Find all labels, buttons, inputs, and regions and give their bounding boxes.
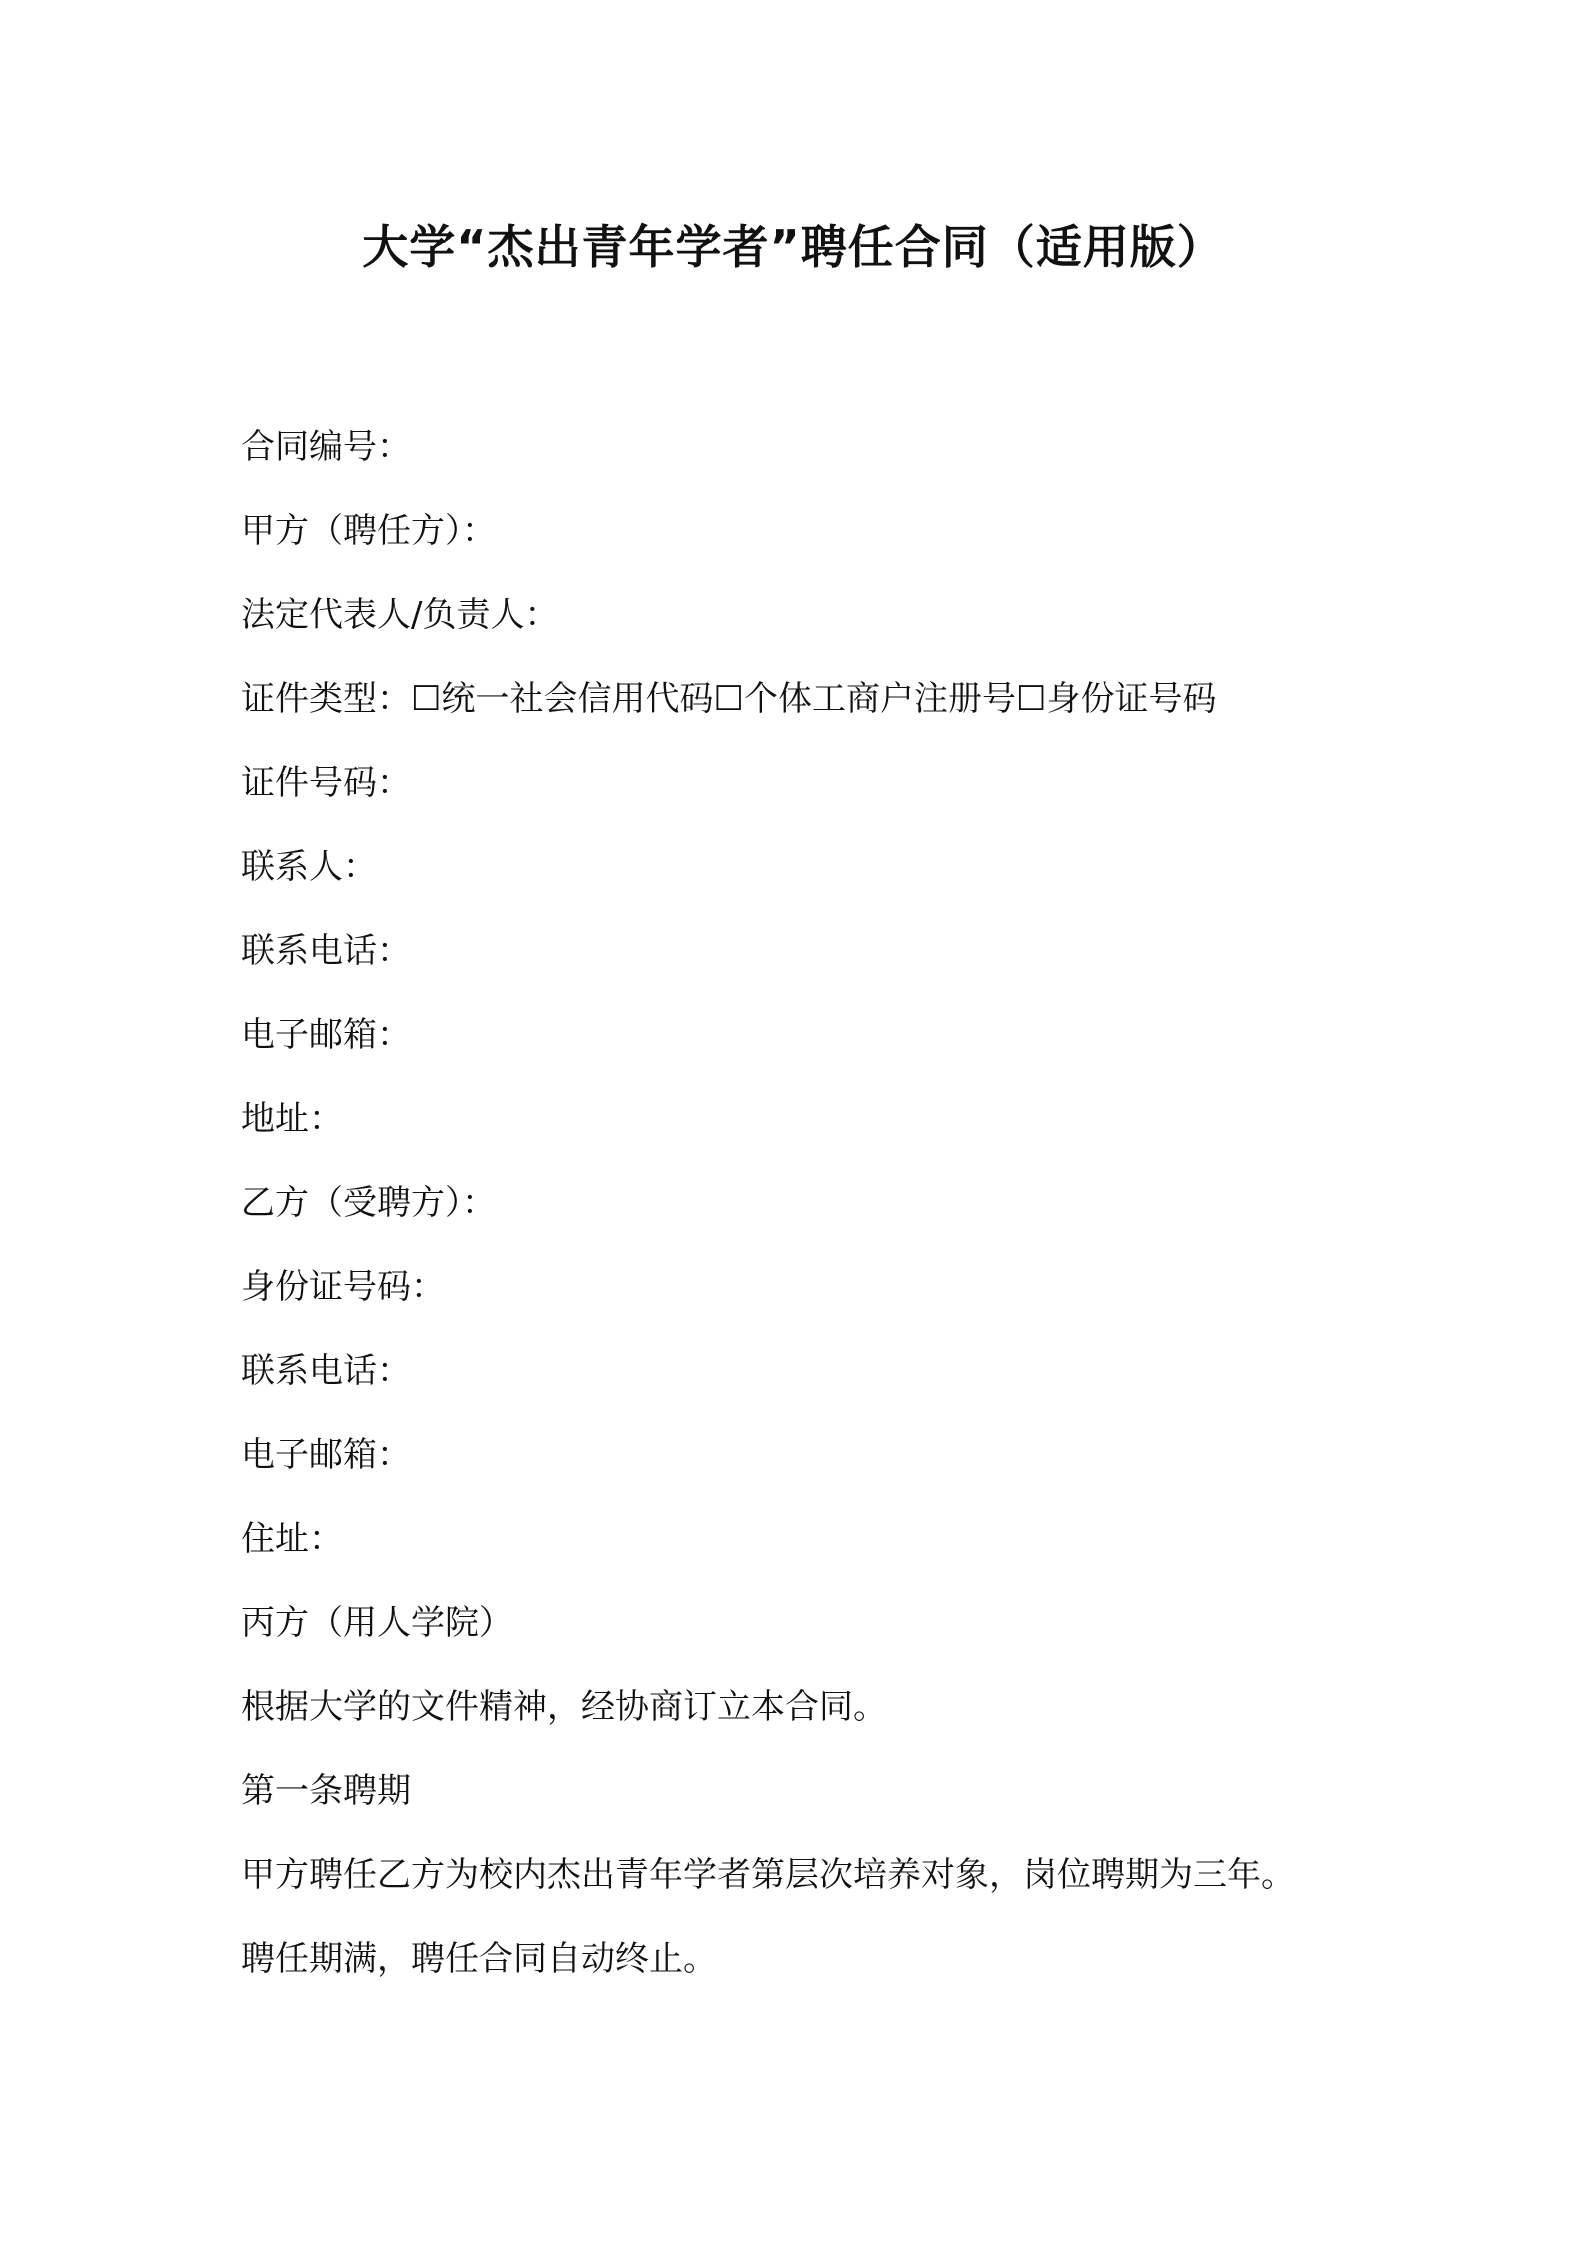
field-contract-number: 合同编号： <box>241 427 411 467</box>
field-certificate-type: 证件类型：☐统一社会信用代码☐个体工商户注册号☐身份证号码 <box>241 679 1217 719</box>
article-1-paragraph-2: 聘任期满，聘任合同自动终止。 <box>241 1939 717 1979</box>
field-party-b: 乙方（受聘方）： <box>241 1183 496 1223</box>
field-party-a: 甲方（聘任方）： <box>241 511 496 551</box>
field-party-a-address: 地址： <box>241 1099 343 1139</box>
field-party-b-email: 电子邮箱： <box>241 1435 411 1475</box>
field-party-b-phone: 联系电话： <box>241 1351 411 1391</box>
paragraph-preamble: 根据大学的文件精神，经协商订立本合同。 <box>241 1687 887 1727</box>
article-1-paragraph-1: 甲方聘任乙方为校内杰出青年学者第层次培养对象，岗位聘期为三年。 <box>241 1855 1295 1895</box>
document-body <box>241 405 1421 2001</box>
field-id-number: 身份证号码： <box>241 1267 445 1307</box>
field-party-a-phone: 联系电话： <box>241 931 411 971</box>
field-certificate-number: 证件号码： <box>241 763 411 803</box>
field-party-b-residence: 住址： <box>241 1519 343 1559</box>
field-contact-person: 联系人： <box>241 847 377 887</box>
field-legal-representative: 法定代表人/负责人： <box>241 595 559 635</box>
article-1-heading: 第一条聘期 <box>241 1771 411 1811</box>
field-party-c: 丙方（用人学院） <box>241 1603 513 1643</box>
field-party-a-email: 电子邮箱： <box>241 1015 411 1055</box>
document-title: 大学“杰出青年学者”聘任合同（适用版） <box>362 220 1224 274</box>
